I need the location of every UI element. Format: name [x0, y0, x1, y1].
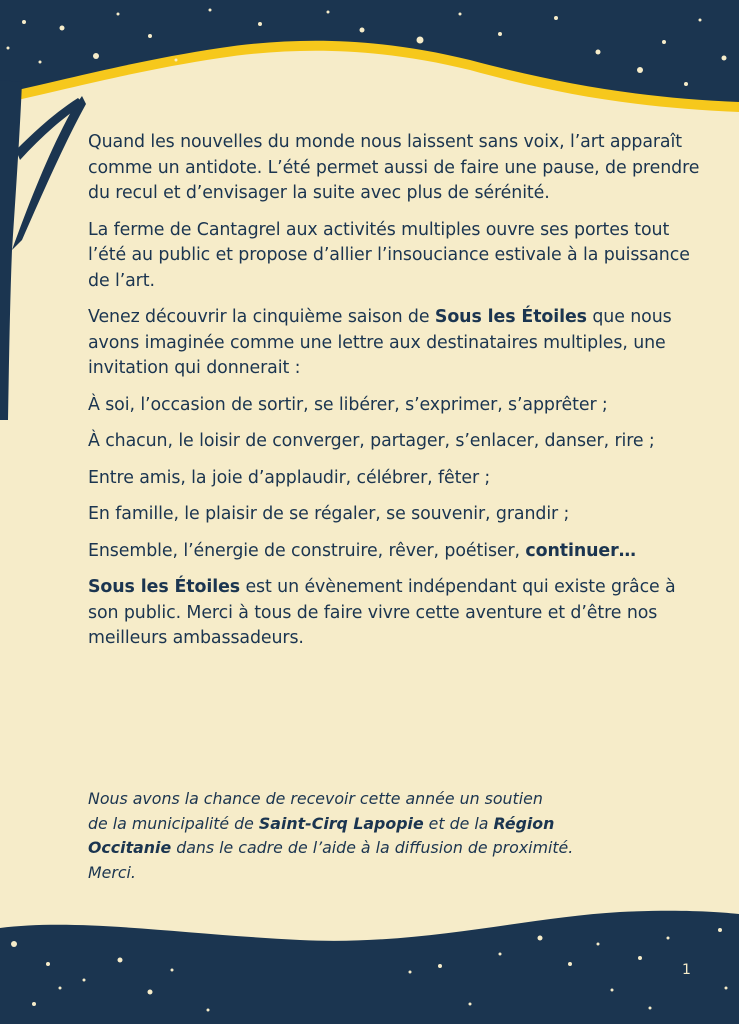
- tree-branch-2: [16, 98, 84, 160]
- region-bold: Région: [493, 813, 555, 833]
- text-span: dans le cadre de l’aide à la diffusion de proximité.: [171, 838, 574, 857]
- municipality-bold: Saint-Cirq Lapopie: [258, 813, 424, 833]
- paragraph-soi: À soi, l’occasion de sortir, se libérer, s’exprimer, s’apprêter ;: [88, 394, 608, 415]
- text-span: de la municipalité de: [88, 813, 259, 833]
- text-span: que nous avons imaginée comme une lettre aux destinataires multiples, une invitation qui donnerait :: [88, 307, 672, 378]
- paragraph-ferme: La ferme de Cantagrel aux activités multiples ouvre ses portes tout l’été au public et propose d’allier l’insouciance estivale à la puissance de l’art.: [88, 219, 690, 291]
- continuer-bold: continuer…: [525, 540, 636, 561]
- support-note: [88, 787, 708, 885]
- main-text: [88, 130, 708, 663]
- tree-branch: [12, 96, 86, 250]
- text-span: et de la: [423, 813, 494, 833]
- note-line: Nous avons la chance de recevoir cette année un soutien: [88, 789, 543, 808]
- event-name-bold: Sous les Étoiles: [88, 577, 241, 597]
- region-bold: Occitanie: [88, 838, 172, 857]
- paragraph-intro: Quand les nouvelles du monde nous laissent sans voix, l’art apparaît comme un antidote. L’été permet aussi de faire une pause, de prendre du recul et d’envisager la suite avec plus de sérénité.: [88, 132, 700, 203]
- paragraph-amis: Entre amis, la joie d’applaudir, célébrer, fêter ;: [88, 467, 491, 488]
- note-line: Merci.: [88, 862, 136, 882]
- note-line: [88, 836, 708, 861]
- event-name-bold: Sous les Étoiles: [434, 307, 587, 327]
- paragraph-ensemble: [88, 539, 708, 565]
- text-span: est un évènement indépendant qui existe grâce à son public. Merci à tous de faire vivre cette aventure et d’être nos meilleurs ambassadeurs.: [88, 577, 676, 648]
- page-number: 1: [682, 962, 691, 978]
- paragraph-chacun: À chacun, le loisir de converger, partager, s’enlacer, danser, rire ;: [88, 431, 655, 451]
- text-span: Venez découvrir la cinquième saison de: [88, 307, 435, 327]
- bottom-sky: [0, 911, 739, 1024]
- paragraph-famille: En famille, le plaisir de se régaler, se souvenir, grandir ;: [88, 504, 570, 524]
- tree-trunk: [0, 80, 22, 420]
- paragraph-saison: [88, 305, 708, 382]
- paragraph-independant: [88, 575, 708, 652]
- note-line: [88, 812, 708, 837]
- text-span: Ensemble, l’énergie de construire, rêver, poétiser,: [88, 540, 526, 561]
